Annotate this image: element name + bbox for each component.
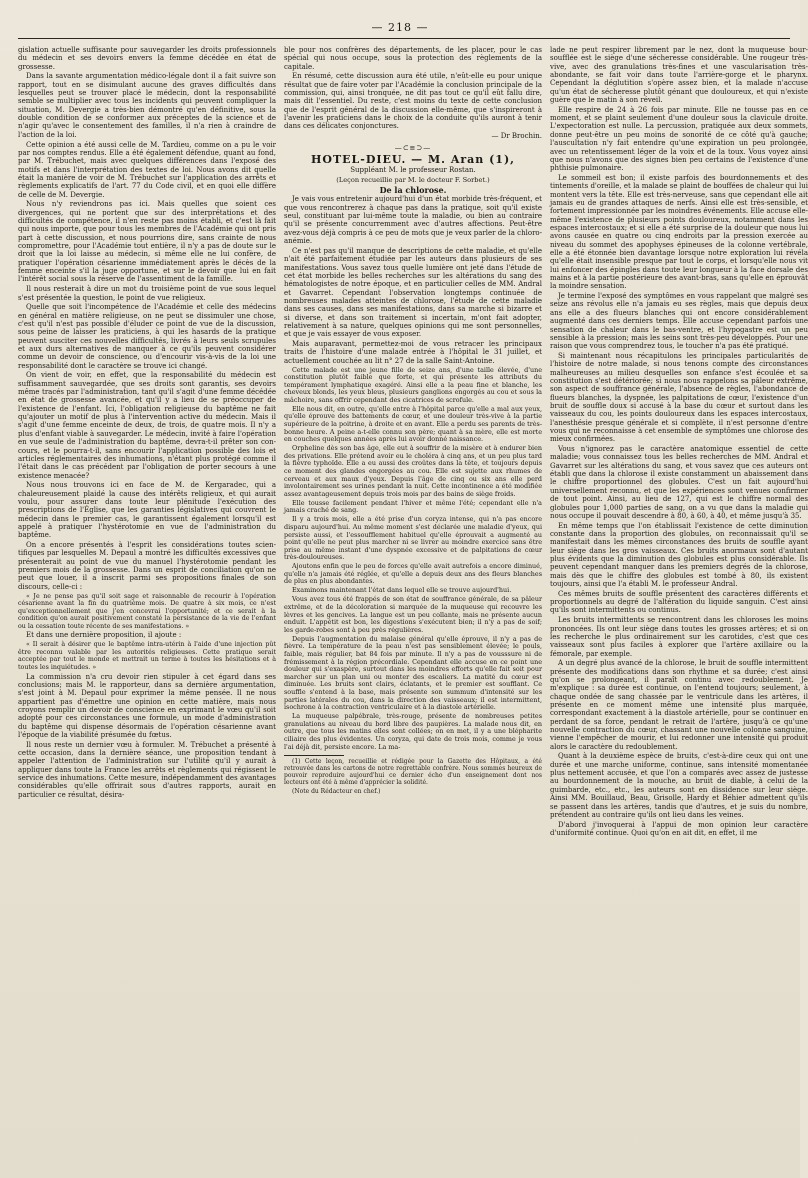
lesson-credit: (Leçon recueillie par M. le docteur F. Sorbet.): [336, 175, 490, 184]
left-paragraph: Il nous resterait à dire un mot du troisième point de vue sous lequel s'est présentée la question, le point de vue religieux.: [18, 285, 276, 302]
hospital-subtitle: Suppléant M. le professeur Rostan.: [350, 166, 476, 175]
right-paragraph: A un degré plus avancé de la chlorose, le bruit de souffle intermittent présente des modifications dans son rhythme et sa durée; c'est ainsi qu'on se prolongeant, il paraît continu avec redoublement. Je m'explique : sa durée est continue, on l'entend toujours; seulement, à chaque ondée de sang chassée par le ventricule dans les artères, il présente en ce moment même une intensité plus marquée, correspondant exactement à la diastole artérielle, pour se continuer en perdant de sa force, pendant le retrait de l'artère, jusqu'à ce qu'une nouvelle contraction du cœur, chassant une nouvelle colonne sanguine, vienne l'empêcher de mourir, et lui redonner une intensité qui produit alors le caractère du redoublement.: [550, 659, 808, 751]
right-paragraph: Quant à la deuxième espèce de bruits, c'est-à-dire ceux qui ont une durée et une marche uniforme, continue, sans intensité momentanée plus nettement accusée, et que l'on a comparés avec assez de justesse au bourdonnement de la mouche, au bruit de diable, à celui de la guimbarde, etc., etc., les auteurs sont en dissidence sur leur siège. Ainsi MM. Bouillaud, Beau, Grisolle, Hardy et Béhier admettent qu'ils se passent dans les artères, tandis que d'autres, et je suis du nombre, prétendent au contraire qu'ils ont lieu dans les veines.: [550, 752, 808, 819]
footnote-tag: (Note du Rédacteur en chef.): [292, 787, 381, 795]
middle-paragraph: Mais auparavant, permettez-moi de vous retracer les principaux traits de l'histoire d'une malade entrée à l'hôpital le 31 juillet, et actuellement couchée au lit n° 27 de la salle Saint-Antoine.: [284, 340, 542, 365]
case-paragraph: Elle nous dit, en outre, qu'elle entre à l'hôpital parce qu'elle a mal aux yeux, qu'elle éprouve des battements de cœur, et une douleur très-vive à la partie supérieure de la poitrine, à droite et en avant. Elle a perdu ses parents de très-bonne heure. A peine a-t-elle connu son père; quant à sa mère, elle est morte en couches quelques années après lui avoir donné naissance.: [284, 404, 542, 444]
left-paragraph: Cette opinion a été aussi celle de M. Tardieu, comme on a pu le voir par nos comptes rendus. Elle a été également défendue, quant au fond, par M. Trébuchet, mais avec quelques différences dans l'exposé des motifs et dans l'interprétation des textes de loi. Nous avons dit quelle était la manière de voir de M. Trébuchet sur l'application des arrêts et règlements explicatifs de l'art. 77 du Code civil, et en quoi elle diffère de celle de M. Devergie.: [18, 140, 276, 199]
hospital-title: HOTEL-DIEU. — M. Aran (1),: [311, 152, 515, 166]
lecture-title: De la chlorose.: [379, 184, 447, 195]
header-rule: [18, 38, 790, 39]
case-paragraph: Ajoutons enfin que le peu de forces qu'elle avait autrefois a encore diminué, qu'elle n'a jamais été réglée, et qu'elle a depuis deux ans des fleurs blanches de plus en plus abondantes.: [284, 562, 542, 586]
page-number: — 218 —: [371, 21, 429, 34]
left-paragraph: Dans la savante argumentation médico-légale dont il a fait suivre son rapport, tout en se disimulant aucune des graves difficultés dans lesquelles peut se trouver placé le médecin, dont la responsabilité semble se multiplier avec tous les incidents qui peuvent compliquer la situation, M. Devergie a très-bien démontré qu'en définitive, sous la double condition de se conformer aux préceptes de la science et de n'agir qu'avec le consentement des familles, il n'a rien à craindre de l'action de la loi.: [18, 72, 276, 139]
right-paragraph: En même temps que l'on établissait l'existence de cette diminution constante dans la proportion des globules, on reconnaissait qu'il se manifestait dans les mêmes circonstances des bruits de souffle ayant leur siège dans les gros vaisseaux. Ces bruits anormaux sont d'autant plus évidents que la diminution des globules est plus considérable. Ils peuvent cependant manquer dans les premiers degrés de la chlorose, mais dès que le chiffre des globules est tombé à 80, ils existent toujours, ainsi que l'a établi M. le professeur Andral.: [550, 521, 808, 588]
column-middle: [284, 46, 542, 1171]
right-paragraph: Vous n'ignorez pas le caractère anatomique essentiel de cette maladie; vous connaissez tous les belles recherches de MM. Andral et Gavarret sur les altérations du sang, et vous savez que ces auteurs ont établi que dans la chlorose il existe constamment un abaissement dans le chiffre proportionnel des globules. C'est un fait aujourd'hui universellement reconnu, et que les expériences sont venues confirmer de tout point. Ainsi, au lieu de 127, qui est le chiffre normal des globules pour 1,000 parties de sang, on a vu que dans la maladie qui nous occupe il pouvait descendre à 80, à 60, à 40, et même jusqu'à 35.: [550, 445, 808, 520]
case-paragraph: Examinons maintenant l'état dans lequel elle se trouve aujourd'hui.: [292, 586, 512, 595]
right-paragraph: Je termine l'exposé des symptômes en vous rappelant que malgré ses seize ans révolus elle n'a jamais eu ses règles, mais que depuis deux ans elle a des flueurs blanches qui ont encore considérablement augmenté dans ces derniers temps. Elle accuse cependant parfois une sensation de chaleur dans le bas-ventre, et l'hypogastre est un peu sensible à la pression; mais les seins sont très-peu développés. Pour une raison que vous comprendrez tous, le toucher n'a pas été pratiqué.: [550, 292, 808, 351]
footnote-rule: [284, 755, 344, 756]
left-paragraph: Quelle que soit l'incompétence de l'Académie et celle des médecins en général en matière religieuse, on ne peut se dissimuler une chose, c'est qu'il n'est pas possible d'éluder ce point de vue de la discussion, sous peine de laisser les praticiens, à qui les hasards de la pratique peuvent susciter ces nouvelles difficultés, livrés à leurs seuls scrupules et aux durs alternatives de manquer à ce qu'ils peuvent considérer comme un devoir de conscience, ou d'encourir vis-à-vis de la loi une responsabilité dont le caractère se trouve ici changé.: [18, 303, 276, 370]
right-paragraph: Les bruits intermittents se rencontrent dans les chloroses les moins prononcées. Ils ont leur siège dans toutes les grosses artères; et si on les recherche le plus ordinairement sur les carotides, c'est que ces vaisseaux sont plus faciles à explorer que l'artère axillaire ou la fémorale, par exemple.: [550, 616, 808, 658]
section-divider: —⊂≡⊃—: [394, 143, 432, 152]
right-paragraph: Ces mêmes bruits de souffle présentent des caractères différents et proportionnels au degré de l'altération du liquide sanguin. C'est ainsi qu'ils sont intermittents ou continus.: [550, 589, 808, 615]
left-paragraph: On a encore présentés à l'esprit les considérations toutes scientifiques par lesquelles M. Depaul a montré les difficultés excessives que présenterait au point de vue du manuel l'hystérotomie pendant les premiers mois de la grossesse. Dans un esprit de conciliation qu'on ne peut que louer, il a inscrit parmi ses propositions finales de son discours, celle-ci :: [18, 541, 276, 591]
right-paragraph: Le sommeil est bon; il existe parfois des bourdonnements et des tintements d'oreille, et la malade se plaint de bouffées de chaleur qui lui montent vers la tête. Elle est très-nerveuse, sans que cependant elle ait jamais eu de grandes attaques de nerfs. Ainsi elle est très-sensible, et fortement impressionnée par les moindres événements. Elle accuse elle-même l'existence de plusieurs points douloureux, notamment dans les espaces intercostaux; et si elle a été surprise de la douleur que nous lui avons causée en quatre ou cinq endroits par la pression exercée au niveau du sommet des apophyses épineuses de la colonne vertébrale, elle a été étonnée bien davantage lorsque notre exploration lui révéla qu'elle était insensible presque par tout le corps, et lorsqu'elle nous vit lui enfoncer des épingles dans toute leur longueur à la face dorsale des mains et à la partie postérieure des avant-bras, sans qu'elle en éprouvât la moindre sensation.: [550, 173, 808, 291]
left-quote: « Je ne pense pas qu'il soit sage et raisonnable de recourir à l'opération césarienne avant la fin du quatrième mois. De quatre à six mois, ce n'est qu'exceptionnellement que j'en concevrai l'opportunité; et ce serait à la condition qu'on aurait positivement constaté la persistance de la vie de l'enfant ou la cessation toute récente de ses manifestations. »: [18, 592, 276, 630]
right-paragraph: D'abord j'invoquerai à l'appui de mon opinion leur caractère d'uniformité continue. Quoi qu'on en ait dit, en effet, il me: [550, 820, 808, 837]
middle-paragraph: Je vais vous entretenir aujourd'hui d'un état morbide très-fréquent, et que vous rencontrerez à chaque pas dans la pratique, soit qu'il existe seul, constituant par lui-même toute la maladie, ou bien au contraire qu'il se présente concurremment avec d'autres affections. Peut-être avez-vous déjà compris à ce peu de mots que je veux parler de la chloro-anémie.: [284, 195, 542, 246]
case-paragraph: Cette malade est une jeune fille de seize ans, d'une taille élevée, d'une constitution plutôt faible que forte, et qui présente les attributs du tempérament lymphatique exagéré. Ainsi elle a la peau fine et blanche, les cheveux blonds, les yeux bleus, plusieurs ganglions engorgés au cou et sous la mâchoire, sans offrir cependant des cicatrices de scrofule.: [284, 365, 542, 404]
middle-paragraph: ble pour nos confrères des départements, de les placer, pour le cas spécial qui nous occupe, sous la protection des règlements de la capitale.: [284, 46, 542, 71]
right-paragraph: lade ne peut respirer librement par le nez, dont la muqueuse boursoufflée est le siège d'une sécheresse considérable. Une rougeur très-vive, avec des granulations très-fines et une vascularisation très-abondante, se fait voir dans toute l'arrière-gorge et le pharynx. Cependant la déglutition s'opère assez bien, et la malade n'accuse qu'un état de sécheresse plutôt génant que douloureux, et qui n'existe guère que le matin à son réveil.: [550, 46, 808, 105]
case-paragraph: La muqueuse palpébrale, très-rouge, présente de nombreuses petites granulations au niveau du bord libre des paupières. La malade nous dit, en outre, que tous les matins elles sont collées; on en met, il y a une blépharite ciliaire des plus évidentes. Un coryza, qui date de trois mois, comme je vous l'ai déjà dit, persiste encore. La ma-: [284, 712, 542, 751]
case-paragraph: Depuis l'augmentation du malaise général qu'elle éprouve, il n'y a pas de fièvre. La température de la peau n'est pas sensiblement élevée; le pouls, faible, mais régulier, bat 84 fois par minute. Il n'y a pas de vousssure ni de frémissement à la région précordiale. Cependant elle accuse en ce point une douleur qui s'exaspère, surtout dans les moindres efforts qu'elle fait soit pour marcher sur un plan uni ou monter des escaliers. La matité du cœur est diminuée. Les bruits sont clairs, éclatants, et le premier est soufflant. Ce souffle s'entend à la base, mais présente son summum d'intensité sur les parties latérales du cou, dans la direction des vaisseaux; il est intermittent, isochrone à la contraction ventriculaire et à la diastole artérielle.: [284, 634, 542, 712]
column-left: [18, 46, 276, 1171]
left-paragraph: Il nous reste un dernier vœu à formuler. M. Trébuchet a présenté à cette occasion, dans la dernière séance, une proposition tendant à appeler l'attention de l'administration sur l'utilité qu'il y aurait à appliquer dans toute la France les arrêts et règlements qui régissent le service des inhumations. Cette mesure, indépendamment des avantages considérables qu'elle offrirait sous d'autres rapports, aurait en particulier ce résultat, désira-: [18, 740, 276, 799]
left-paragraph: gislation actuelle suffisante pour sauvegarder les droits professionnels du médecin et ses devoirs envers la femme décédée en état de grossesse.: [18, 46, 276, 71]
right-paragraph: Elle respire de 24 à 26 fois par minute. Elle ne tousse pas en ce moment, et se plaint seulement d'une douleur sous la clavicule droite. L'expectoration est nulle. La percussion, pratiquée aux deux sommets, donne peut-être un peu moins de sonorité de ce côté qu'à gauche; l'auscultation n'y fait entendre qu'une expiration un peu prolongée, avec un retentissement léger de la voix et de la toux. Vous voyez ainsi que nous n'avons que des signes bien peu certains de l'existence d'une phthisie pulmonaire.: [550, 105, 808, 173]
middle-paragraph: En résumé, cette discussion aura été utile, n'eût-elle eu pour unique résultat que de faire voter par l'Académie la conclusion principale de la commission, qui, ainsi tronquée, ne dit pas tout ce qu'il eût fallu dire, mais dit l'essentiel. Du reste, c'est moins du texte de cette conclusion que de l'esprit général de la discussion elle-même, que s'inspireront à l'avenir les praticiens dans le choix de la conduite qu'ils auront à tenir dans ces délicates conjonctures.: [284, 72, 542, 131]
case-report: [284, 367, 542, 752]
left-paragraph: Nous n'y reviendrons pas ici. Mais quelles que soient ces divergences, qui ne portent que sur des interprétations et des difficultés de compétence, il n'en reste pas moins établi, et c'est là fait qui nous importe, que pour tous les membres de l'Académie qui ont pris part à cette discussion, et nous pourrions dire, sans crainte de nous compromettre, pour l'Académie tout entière, il n'y a pas de doute sur le droit que la loi laisse au médecin, si même elle ne lui confère, de pratiquer l'opération césarienne immédiatement après le décès de la femme enceinte s'il la juge opportune, et sur le devoir que lui en fait l'intérêt social sous la réserve de l'assentiment de la famille.: [18, 200, 276, 284]
case-paragraph: Il y a trois mois, elle a été prise d'un coryza intense, qui n'a pas encore disparu aujourd'hui. Au même moment s'est déclarée une maladie d'yeux, qui persiste aussi, et l'essoufflement habituel qu'elle éprouvait a augmenté au point qu'elle ne peut plus marcher ni se livrer au moindre exercice sans être prise au même instant d'une dyspnée excessive et de palpitations de cœur très-douloureuses.: [284, 515, 542, 562]
column-right: [550, 46, 808, 1171]
middle-paragraph: Ce n'est pas qu'il manque de descriptions de cette maladie, et qu'elle n'ait été parfaitement étudiée par les auteurs dans plusieurs de ses manifestations. Vous savez tous quelle lumière ont jeté dans l'étude de cet état morbide les belles recherches sur les altérations du sang des hématologistes de notre époque, et en particulier celles de MM. Andral et Gavarret. Cependant l'observation longtemps continuée de nombreuses malades atteintes de chlorose, l'étude de cette maladie dans ses causes, dans ses manifestations, dans sa marche si bizarre et si diverse, et dans son traitement si incertain, m'ont fait adopter, relativement à sa nature, quelques opinions qui me sont personnelles, et que je vais essayer de vous exposer.: [284, 246, 542, 339]
left-quote: « Il serait à désirer que le baptême intra-utérin à l'aide d'une injection pût être reconnu valable par les autorités religieuses. Cette pratique serait acceptée par tout le monde et mettrait un terme à toutes les hésitations et à toutes les inquiétudes. »: [18, 641, 276, 671]
signature: — Dr Brochin.: [491, 132, 542, 141]
right-paragraph: Si maintenant nous récapitulons les principales particularités de l'histoire de notre malade, si nous tenons compte des circonstances malheureuses au milieu desquelles son enfance s'est écoulée et sa constitution s'est détériorée; si nous nous rappelons sa pâleur extrême, son aspect de souffrance générale, l'absence de règles, l'abondance de flueurs blanches, la dyspnée, les palpitations de cœur, l'existence d'un bruit de souffle doux si accusé à la base du cœur et surtout dans les vaisseaux du cou, les points douloureux dans les espaces intercostaux, l'anesthésie presque générale et si complète, il n'est personne d'entre vous qui ne reconnaisse à cet ensemble de symptômes une chlorose des mieux confirmées.: [550, 351, 808, 444]
left-paragraph: Nous nous trouvons ici en face de M. de Kergaradec, qui a chaleureusement plaidé la cause des intérêts religieux, et qui aurait voulu, pour assurer dans toute leur plénitude l'exécution des prescriptions de l'Église, que les garanties législatives qui couvrent le médecin dans le premier cas, le garantissent également lorsqu'il est appelé à pratiquer l'hystérotomie en vue de l'administration du baptême.: [18, 481, 276, 540]
footnote: (1) Cette leçon, recueillie et rédigée pour la Gazette des Hôpitaux, a été retrouvée dans les cartons de notre regrettable confrère. Nous sommes heureux de pouvoir reproduire aujourd'hui ce dernier écho d'un enseignement dont nos lecteurs ont été à même d'apprécier la solidité.: [284, 758, 542, 787]
left-paragraph: Et dans une dernière proposition, il ajoute :: [26, 631, 182, 640]
case-paragraph: Vous avez tous été frappés de son état de souffrance générale, de sa pâleur extrême, et de la décoloration si marquée de la muqueuse qui recouvre les lèvres et les gencives. La langue est un peu collante, mais ne présente aucun enduit. L'appétit est bon, les digestions s'exécutent bien; il n'y a pas de soif; les garde-robes sont à peu près régulières.: [284, 595, 542, 634]
left-paragraph: On vient de voir, en effet, que la responsabilité du médecin est suffisamment sauvegardée, que ses droits sont garantis, ses devoirs même tracés par l'administration, tant qu'il s'agit d'une femme décédée en état de grossesse avancée, et qu'il y a lieu de se préoccuper de l'existence de l'enfant. Ici, l'obligation religieuse du baptême ne fait qu'ajouter un motif de plus à l'intervention active du médecin. Mais il s'agit d'une femme enceinte de deux, de trois, de quatre mois. Il n'y a plus d'enfant viable à sauvegarder. Le médecin, invité à faire l'opération en vue seule de l'administration du baptême, devra-t-il prêter son concours, et le pourra-t-il, sans encourir l'application possible des lois et articles réglementaires des inhumations, n'étant plus protégé comme il l'était dans le cas précédent par l'obligation de porter secours à une existence menacée?: [18, 371, 276, 480]
columns: [18, 46, 808, 1171]
case-paragraph: Orpheline dès son bas âge, elle eut à souffrir de la misère et à endurer bien des privations. Elle prétend avoir eu le choléra à cinq ans, et un peu plus tard la fièvre typhoïde. Elle a eu aussi des croûtes dans la tête, et toujours depuis ce moment des glandes engorgées au cou. Elle est sujette aux rhumes de cerveau et aux maux d'yeux. Depuis l'âge de cinq ou six ans elle perd involontairement ses urines pendant la nuit. Cette incontinence a été modifiée assez avantageusement depuis trois mois par des bains de siège froids.: [284, 444, 542, 498]
case-paragraph: Elle tousse facilement pendant l'hiver et même l'été; cependant elle n'a jamais craché de sang.: [284, 498, 542, 515]
left-paragraph: La commission n'a cru devoir rien stipuler à cet égard dans ses conclusions; mais M. le rapporteur, dans sa dernière argumentation, s'est joint à M. Depaul pour exprimer la même pensée. Il ne nous appartient pas d'émettre une opinion en cette matière, mais nous croyons remplir un devoir de conscience en exprimant le vœu qu'il soit adopté pour ces circonstances une formule, un mode d'administration du baptême qui dispense désormais de l'opération césarienne avant l'époque de la viabilité présumée du fœtus.: [18, 672, 276, 739]
